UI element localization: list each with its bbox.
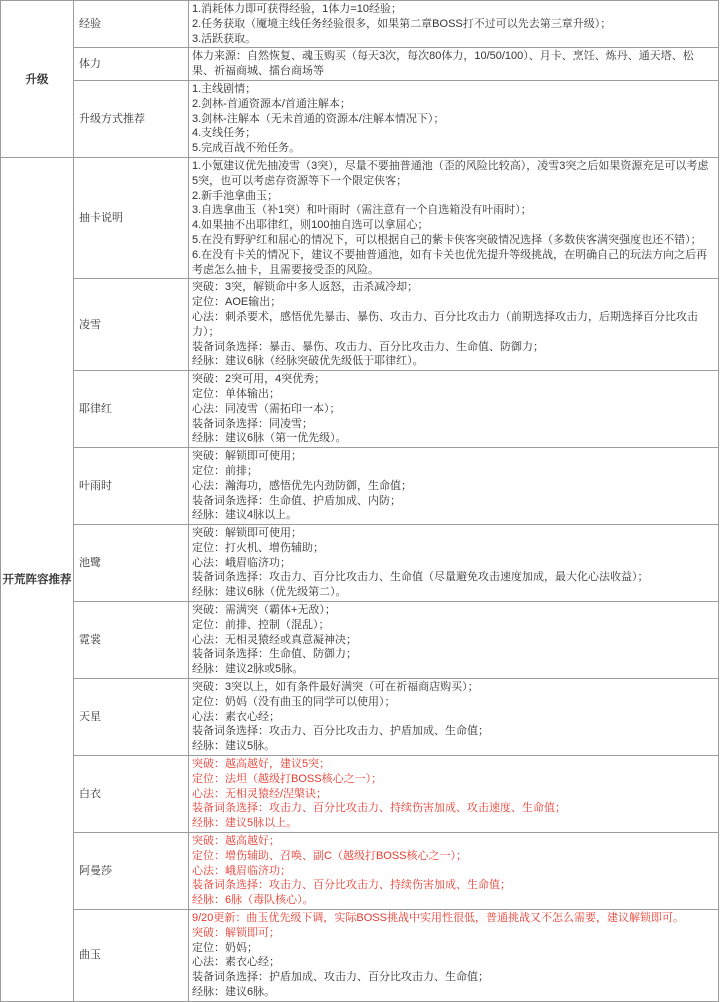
content-line: 心法：无相灵猿经/涅槃诀；: [192, 787, 328, 800]
content-line: 定位：增伤辅助、召唤、副C（越级打BOSS核心之一）；: [192, 849, 468, 862]
content-line: 装备词条选择：攻击力、百分比攻击力、持续伤害加成、生命值；: [192, 879, 511, 892]
content-line: 心法：瀚海功，感悟优先内劲防御，生命值；: [192, 479, 412, 492]
content-line: 2.任务获取（魇境主线任务经验很多，如果第二章BOSS打不过可以先去第三章升级）；: [192, 17, 612, 30]
content-line: 突破：3突以上，如有条件最好满突（可在祈福商店购买）；: [192, 681, 479, 694]
content-line: 装备词条选择：护盾加成、攻击力、百分比攻击力、生命值；: [192, 971, 489, 984]
table-row: [1, 279, 719, 371]
row-content: [189, 602, 719, 679]
content-line: 定位：法坦（越级打BOSS核心之一）；: [192, 772, 383, 785]
table-row: [1, 1, 719, 48]
content-line: 突破：3突，解锁命中多人返怒，击杀减冷却；: [192, 281, 419, 294]
content-line: 9/20更新：曲玉优先级下调，实际BOSS挑战中实用性很低，普通挑战又不怎么需要，建议解锁即可。: [192, 912, 684, 925]
content-line: 3.活跃获取。: [192, 32, 257, 45]
content-line: 经脉：建议6脉（经脉突破优先级低于耶律红）。: [192, 355, 424, 368]
row-label: 白衣: [74, 756, 189, 833]
content-line: 装备词条选择：生命值、护盾加成、内防；: [192, 494, 401, 507]
content-line: 定位：前排；: [192, 464, 258, 477]
row-label: 升级方式推荐: [74, 80, 189, 157]
row-content: [189, 448, 719, 525]
content-line: 突破：2突可用，4突优秀；: [192, 373, 326, 386]
content-line: 3.剑林-注解本（无未首通的资源本/注解本情况下）；: [192, 112, 445, 125]
content-line: 经脉：建议6脉（第一优先级）。: [192, 432, 347, 445]
content-line: 突破：越高越好；: [192, 835, 280, 848]
row-label: 抽卡说明: [74, 157, 189, 278]
row-label: 凌雪: [74, 279, 189, 371]
content-line: 装备词条选择：攻击力、百分比攻击力、护盾加成、生命值；: [192, 725, 489, 738]
row-label: 池鹭: [74, 525, 189, 602]
content-line: 装备词条选择：暴击、暴伤、攻击力、百分比攻击力、生命值、防御力；: [192, 340, 544, 353]
row-content: [189, 371, 719, 448]
content-line: 突破：越高越好，建议5突；: [192, 758, 331, 771]
content-line: 1.消耗体力即可获得经验，1体力=10经验；: [192, 3, 402, 15]
content-line: 1.主线剧情；: [192, 82, 257, 95]
content-line: 5.完成百战不殆任务。: [192, 142, 301, 155]
table-row: [1, 525, 719, 602]
content-line: 心法：素衣心经；: [192, 956, 280, 969]
table-row: [1, 833, 719, 910]
content-line: 体力来源：自然恢复、魂玉购买（每天3次，每次80体力，10/50/100）、月卡、烹饪、炼丹、通天塔、松果、祈福商城、擂台商场等: [192, 50, 694, 78]
content-line: 心法：无相灵猿经或真意凝神决；: [192, 633, 357, 646]
row-label: 曲玉: [74, 910, 189, 1002]
content-line: 心法：同凌雪（需拓印一本）；: [192, 402, 341, 415]
content-line: 突破：解锁即可；: [192, 926, 280, 939]
content-line: 心法：峨眉临济功；: [192, 864, 291, 877]
row-label: 耶律红: [74, 371, 189, 448]
content-line: 定位：奶妈（没有曲玉的同学可以使用）；: [192, 695, 396, 708]
content-line: 2.新手池拿曲玉；: [192, 189, 279, 202]
content-line: 定位：奶妈；: [192, 941, 258, 954]
table-row: [1, 48, 719, 81]
row-label: 叶雨时: [74, 448, 189, 525]
content-line: 经脉：建议4脉以上。: [192, 509, 298, 522]
table-row: [1, 910, 719, 1002]
content-line: 突破：解锁即可使用；: [192, 527, 302, 540]
row-content: [189, 525, 719, 602]
content-line: 经脉：建议2脉或5脉。: [192, 663, 304, 676]
content-line: 装备词条选择：生命值、防御力；: [192, 648, 357, 661]
table-row: [1, 756, 719, 833]
table-row: [1, 448, 719, 525]
content-line: 经脉：6脉（毒队核心）。: [192, 894, 314, 907]
content-line: 定位：前排、控制（混乱）；: [192, 618, 330, 631]
content-line: 经脉：建议6脉（优先级第二）。: [192, 586, 347, 599]
content-line: 2.剑林-首通资源本/首通注解本；: [192, 97, 351, 110]
category-cell: 升级: [1, 1, 74, 158]
content-line: 5.在没有野驴红和屈心的情况下，可以根据自己的紫卡侠客突破情况选择（多数侠客满突强度也还不错）；: [192, 233, 702, 246]
content-line: 3.自选拿曲玉（补1突）和叶雨时（需注意有一个自选箱没有叶雨时）；: [192, 204, 532, 217]
row-content: [189, 756, 719, 833]
content-line: 突破：需满突（霸体+无敌）；: [192, 604, 336, 617]
row-content: [189, 80, 719, 157]
content-line: 1.小氪建议优先抽凌雪（3突），尽量不要抽普通池（歪的风险比较高），凌雪3突之后如果资源充足可以考虑5突，也可以考虑存资源等下一个限定侠客；: [192, 159, 709, 187]
content-line: 心法：刺杀要术，感悟优先暴击、暴伤、攻击力、百分比攻击力（前期选择攻击力，后期选择百分比攻击力）；: [192, 310, 698, 338]
content-line: 定位：AOE输出；: [192, 296, 282, 309]
row-content: [189, 833, 719, 910]
content-line: 心法：峨眉临济功；: [192, 556, 291, 569]
content-line: 4.支线任务；: [192, 127, 257, 140]
row-content: [189, 48, 719, 81]
row-label: 经验: [74, 1, 189, 48]
content-line: 经脉：建议6脉。: [192, 986, 276, 998]
row-label: 体力: [74, 48, 189, 81]
table-row: [1, 371, 719, 448]
content-line: 定位：打火机、增伤辅助；: [192, 541, 324, 554]
row-content: [189, 1, 719, 48]
content-line: 装备词条选择：攻击力、百分比攻击力、持续伤害加成、攻击速度、生命值；: [192, 802, 566, 815]
guide-table-body: [1, 1, 719, 1002]
table-row: [1, 679, 719, 756]
table-row: [1, 602, 719, 679]
content-line: 定位：单体输出；: [192, 387, 280, 400]
content-line: 突破：解锁即可使用；: [192, 450, 302, 463]
content-line: 心法：素衣心经；: [192, 710, 280, 723]
content-line: 经脉：建议5脉以上。: [192, 817, 298, 830]
content-line: 装备词条选择：同凌雪；: [192, 417, 313, 430]
row-label: 阿曼莎: [74, 833, 189, 910]
row-content: [189, 157, 719, 278]
row-content: [189, 279, 719, 371]
content-line: 4.如果抽不出耶律红，则100抽自选可以拿屈心；: [192, 219, 429, 232]
row-content: [189, 910, 719, 1002]
table-row: [1, 80, 719, 157]
category-cell: 开荒阵容推荐: [1, 157, 74, 1001]
row-label: 霓裳: [74, 602, 189, 679]
content-line: 经脉：建议5脉。: [192, 740, 276, 753]
row-label: 天星: [74, 679, 189, 756]
table-row: [1, 157, 719, 278]
content-line: 装备词条选择：攻击力、百分比攻击力、生命值（尽量避免攻击速度加成，最大化心法收益）；: [192, 571, 649, 584]
row-content: [189, 679, 719, 756]
content-line: 6.在没有卡关的情况下，建议不要抽普通池，如有卡关也优先提升等级挑战，在明确自己的玩法方向之后再考虑怎么抽卡，且需要接受歪的风险。: [192, 248, 708, 276]
